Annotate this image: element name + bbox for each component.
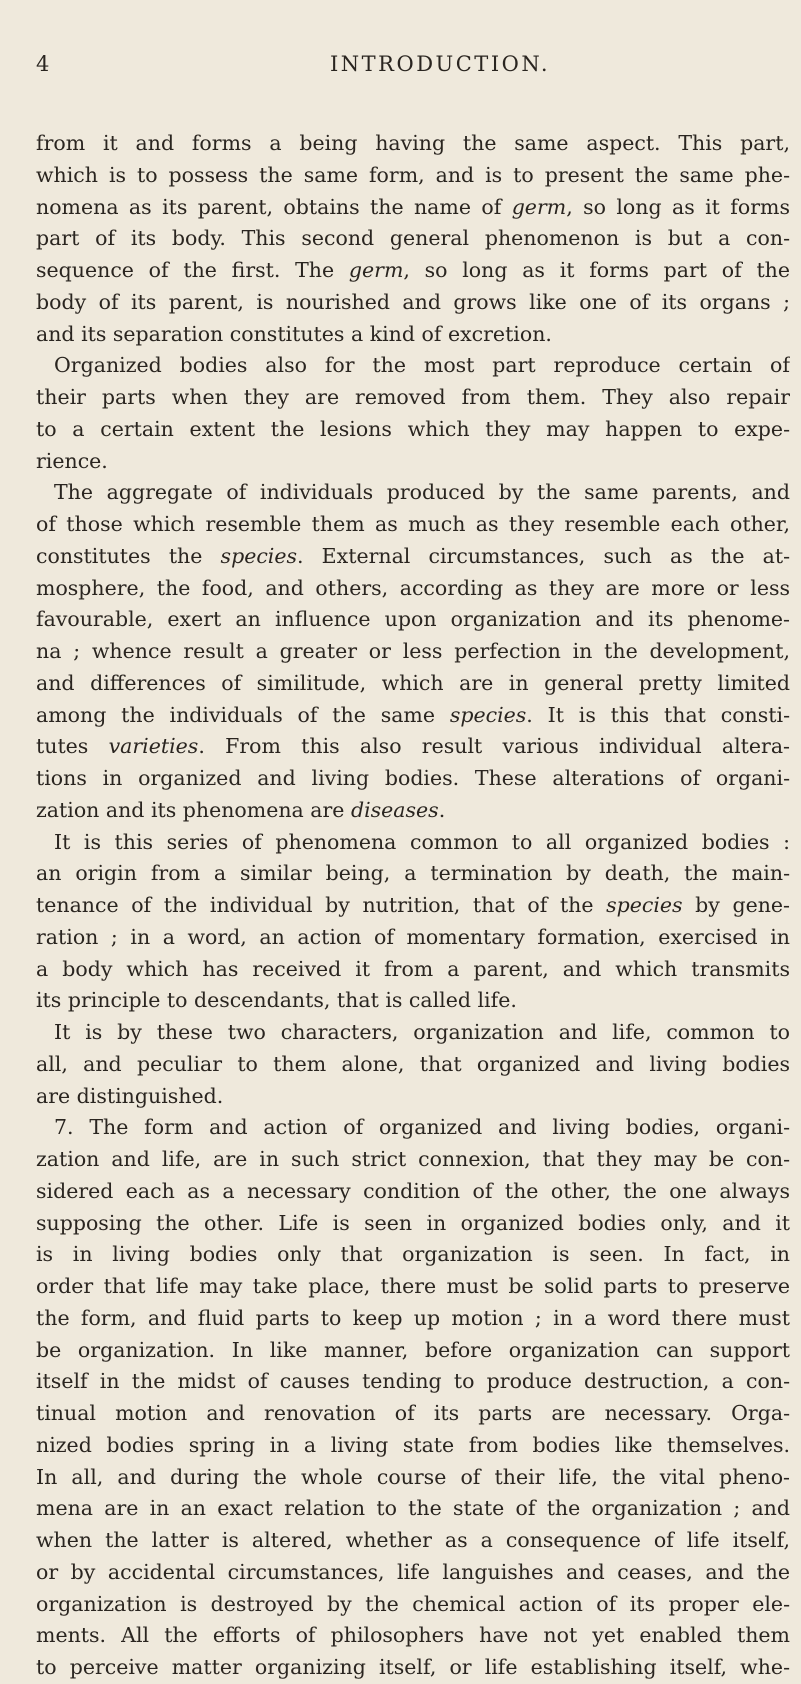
text-line: sidered each as a necessary condition of the other, the one always: [36, 1178, 790, 1203]
text-line: and differences of similitude, which are in general pretty limited: [36, 670, 790, 695]
text-line: mena are in an exact relation to the state of the organization ; and: [36, 1496, 790, 1521]
text-line: tutes varieties. From this also result various individual altera-: [36, 734, 790, 759]
text-line: tenance of the individual by nutrition, that of the species by gene-: [36, 893, 790, 917]
text-line: ments. All the efforts of philosophers have not yet enabled them: [36, 1623, 790, 1648]
text-line: a body which has received it from a parent, and which transmits: [36, 956, 790, 981]
text-line: part of its body. This second general phenomenon is but a con-: [36, 226, 790, 251]
text-line: be organization. In like manner, before organization can support: [36, 1337, 790, 1362]
text-line: supposing the other. Life is seen in organized bodies only, and it: [36, 1210, 790, 1235]
text-line: and its separation constitutes a kind of excretion.: [36, 321, 552, 346]
text-line: to perceive matter organizing itself, or life establishing itself, whe-: [36, 1655, 790, 1679]
text-line: its principle to descendants, that is called life.: [36, 988, 517, 1013]
text-line: all, and peculiar to them alone, that organized and living bodies: [36, 1051, 790, 1076]
text-line: order that life may take place, there must be solid parts to preserve: [36, 1274, 790, 1298]
text-line: tions in organized and living bodies. These alterations of organi-: [36, 766, 790, 790]
text-line: among the individuals of the same species. It is this that consti-: [36, 702, 790, 727]
text-line: ration ; in a word, an action of momentary formation, exercised in: [36, 924, 790, 949]
text-line: is in living bodies only that organization is seen. In fact, in: [36, 1242, 790, 1267]
text-line: are distinguished.: [36, 1083, 224, 1108]
body-text: [36, 128, 790, 1684]
text-line: from it and forms a being having the same aspect. This part,: [36, 131, 790, 155]
page-number: 4: [36, 52, 51, 76]
text-line: which is to possess the same form, and is to present the same phe-: [36, 162, 790, 187]
running-title: INTRODUCTION.: [330, 52, 551, 76]
text-line: or by accidental circumstances, life languishes and ceases, and the: [36, 1559, 790, 1584]
text-line: 7. The form and action of organized and living bodies, organi-: [54, 1115, 790, 1140]
text-line: their parts when they are removed from them. They also repair: [36, 385, 790, 409]
text-line: The aggregate of individuals produced by the same parents, and: [54, 480, 790, 505]
text-line: of those which resemble them as much as they resemble each other,: [36, 512, 790, 536]
text-line: zation and life, are in such strict connexion, that they may be con-: [36, 1147, 790, 1171]
text-line: It is this series of phenomena common to all organized bodies :: [54, 829, 790, 854]
text-line: an origin from a similar being, a termination by death, the main-: [36, 861, 790, 886]
text-line: sequence of the first. The germ, so long as it forms part of the: [36, 258, 790, 282]
text-line: body of its parent, is nourished and grows like one of its organs ;: [36, 289, 790, 314]
text-line: rience.: [36, 448, 108, 473]
text-line: zation and its phenomena are diseases.: [36, 797, 446, 822]
text-line: Organized bodies also for the most part reproduce certain of: [54, 353, 790, 378]
text-line: to a certain extent the lesions which they may happen to expe-: [36, 416, 790, 441]
text-line: favourable, exert an influence upon organization and its phenome-: [36, 607, 790, 632]
text-line: na ; whence result a greater or less perfection in the development,: [36, 639, 790, 663]
text-line: It is by these two characters, organization and life, common to: [54, 1020, 790, 1044]
text-line: In all, and during the whole course of their life, the vital pheno-: [36, 1464, 790, 1489]
text-line: constitutes the species. External circumstances, such as the at-: [36, 543, 790, 568]
text-line: nomena as its parent, obtains the name of germ, so long as it forms: [36, 194, 790, 219]
text-line: mosphere, the food, and others, according as they are more or less: [36, 575, 790, 600]
text-line: organization is destroyed by the chemical action of its proper ele-: [36, 1591, 790, 1616]
text-line: when the latter is altered, whether as a consequence of life itself,: [36, 1528, 790, 1552]
text-line: the form, and fluid parts to keep up motion ; in a word there must: [36, 1305, 790, 1330]
text-line: nized bodies spring in a living state from bodies like themselves.: [36, 1432, 790, 1457]
page-header: [0, 52, 801, 82]
text-line: tinual motion and renovation of its parts are necessary. Orga-: [36, 1401, 790, 1425]
text-line: itself in the midst of causes tending to produce destruction, a con-: [36, 1369, 790, 1394]
